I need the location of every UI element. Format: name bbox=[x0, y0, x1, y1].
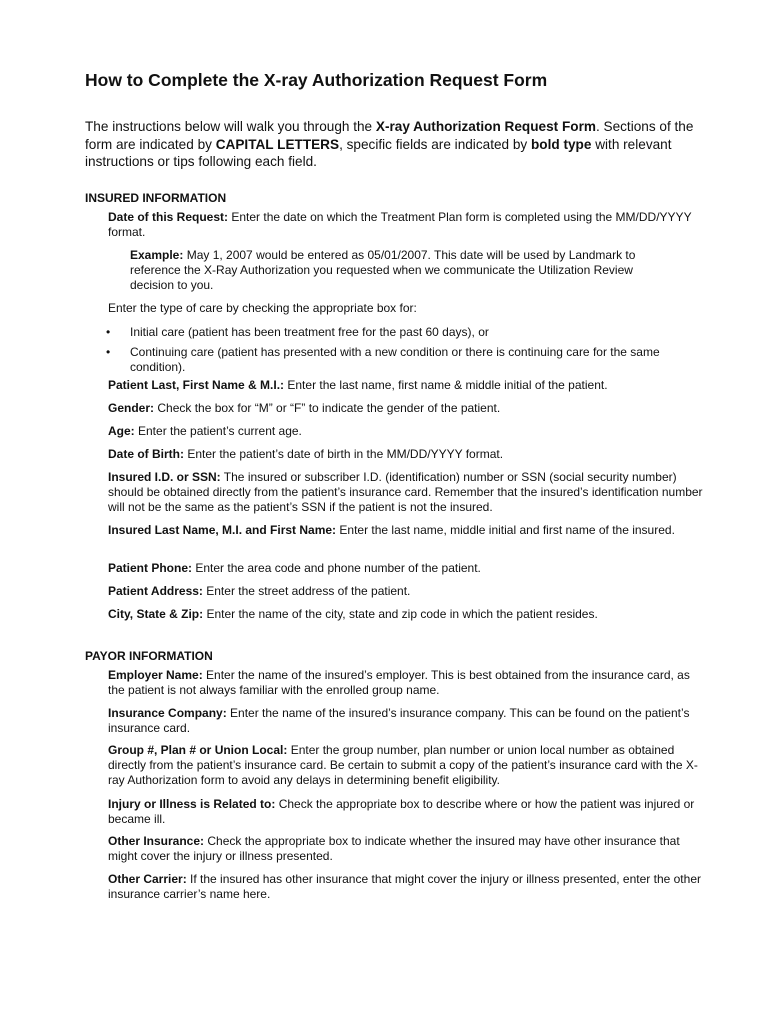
section-heading-insured: INSURED INFORMATION bbox=[85, 191, 227, 205]
field-label: Patient Address: bbox=[108, 584, 203, 598]
field-insured-id bbox=[108, 470, 708, 515]
field-text: Enter the name of the insured’s employer. This is best obtained from the insurance card, as the patient is not always familiar with the enrolled group name. bbox=[108, 668, 690, 697]
field-insurance-company bbox=[108, 706, 708, 736]
field-group-plan-union bbox=[108, 743, 708, 788]
intro-text: with relevant instructions or tips following each field. bbox=[85, 136, 672, 169]
field-text: Enter the patient’s current age. bbox=[134, 424, 302, 438]
field-injury-related-to bbox=[108, 797, 708, 827]
field-gender bbox=[108, 401, 708, 416]
field-label: Date of Birth: bbox=[108, 447, 184, 461]
field-text: Enter the area code and phone number of the patient. bbox=[192, 561, 481, 575]
field-text: Check the appropriate box to indicate whether the insured may have other insurance that might cover the injury or illness presented. bbox=[108, 834, 680, 863]
field-text: The insured or subscriber I.D. (identification) number or SSN (social security number) should be obtained directly from the patient’s insurance card. Remember that the insured’s identification number will not be the same as the patient’s SSN if the patient is not the insured. bbox=[108, 470, 703, 514]
field-text: Check the appropriate box to describe where or how the patient was injured or became ill. bbox=[108, 797, 695, 826]
field-label: Date of this Request: bbox=[108, 210, 229, 224]
intro-bold-form-name: X-ray Authorization Request Form bbox=[375, 119, 596, 134]
field-patient-phone bbox=[108, 561, 708, 576]
field-other-insurance bbox=[108, 834, 708, 864]
field-label: Patient Phone: bbox=[108, 561, 193, 575]
field-employer-name bbox=[108, 668, 708, 698]
field-label: Injury or Illness is Related to: bbox=[108, 797, 276, 811]
field-patient-address bbox=[108, 584, 708, 599]
field-label: Age: bbox=[108, 424, 135, 438]
field-text: Enter the street address of the patient. bbox=[202, 584, 411, 598]
field-insured-name bbox=[108, 523, 708, 538]
field-text: Enter the last name, middle initial and first name of the insured. bbox=[336, 523, 675, 537]
field-text: Enter the group number, plan number or union local number as obtained directly from the patient’s insurance card. Be certain to submit a copy of the patient’s insurance card with the X-ray Authorization form to avoid any delays in determining benefit eligibility. bbox=[108, 743, 698, 787]
intro-paragraph bbox=[85, 118, 705, 171]
intro-text: The instructions below will walk you through the bbox=[85, 119, 376, 134]
field-text: Enter the date on which the Treatment Plan form is completed using the MM/DD/YYYY format. bbox=[108, 210, 692, 239]
field-text: May 1, 2007 would be entered as 05/01/2007. This date will be used by Landmark to reference the X-Ray Authorization you requested when we communicate the Utilization Review decision to you. bbox=[130, 248, 636, 292]
field-label: Employer Name: bbox=[108, 668, 203, 682]
field-label: Group #, Plan # or Union Local: bbox=[108, 743, 288, 757]
intro-text: , specific fields are indicated by bbox=[339, 136, 531, 152]
field-label: Other Insurance: bbox=[108, 834, 205, 848]
field-label: City, State & Zip: bbox=[108, 607, 204, 621]
bullet-mark: • bbox=[106, 325, 111, 339]
intro-text: . Sections of the form are indicated by bbox=[85, 119, 694, 152]
bullet-mark: • bbox=[106, 345, 111, 359]
field-text: If the insured has other insurance that might cover the injury or illness presented, enter the other insurance carrier’s name here. bbox=[108, 872, 701, 901]
field-label: Insured I.D. or SSN: bbox=[108, 470, 221, 484]
field-text: Enter the patient’s date of birth in the MM/DD/YYYY format. bbox=[184, 447, 504, 461]
field-age bbox=[108, 424, 708, 439]
field-patient-name bbox=[108, 378, 708, 393]
field-label: Insurance Company: bbox=[108, 706, 227, 720]
field-text: Enter the name of the city, state and zip code in which the patient resides. bbox=[203, 607, 598, 621]
field-date-of-birth bbox=[108, 447, 708, 462]
field-date-of-request bbox=[108, 210, 708, 240]
intro-bold-capital-letters: CAPITAL LETTERS bbox=[215, 136, 340, 152]
section-heading-payor: PAYOR INFORMATION bbox=[85, 649, 213, 663]
field-label: Other Carrier: bbox=[108, 872, 187, 886]
field-label: Gender: bbox=[108, 401, 155, 415]
page-title: How to Complete the X-ray Authorization Request Form bbox=[85, 70, 548, 90]
list-item-continuing-care: Continuing care (patient has presented with a new condition or there is continuing care for the same condition). bbox=[130, 345, 660, 374]
field-other-carrier bbox=[108, 872, 708, 902]
field-label: Insured Last Name, M.I. and First Name: bbox=[108, 523, 337, 537]
field-text: Check the box for “M” or “F” to indicate the gender of the patient. bbox=[154, 401, 501, 415]
care-type-instruction: Enter the type of care by checking the appropriate box for: bbox=[108, 301, 417, 315]
field-text: Enter the name of the insured’s insurance company. This can be found on the patient’s insurance card. bbox=[108, 706, 690, 735]
field-city-state-zip bbox=[108, 607, 708, 622]
field-label: Patient Last, First Name & M.I.: bbox=[108, 378, 285, 392]
field-text: Enter the last name, first name & middle initial of the patient. bbox=[284, 378, 608, 392]
list-item-initial-care: Initial care (patient has been treatment free for the past 60 days), or bbox=[130, 325, 489, 339]
field-label: Example: bbox=[130, 248, 184, 262]
intro-bold-type: bold type bbox=[531, 136, 592, 152]
example-note bbox=[130, 248, 675, 293]
